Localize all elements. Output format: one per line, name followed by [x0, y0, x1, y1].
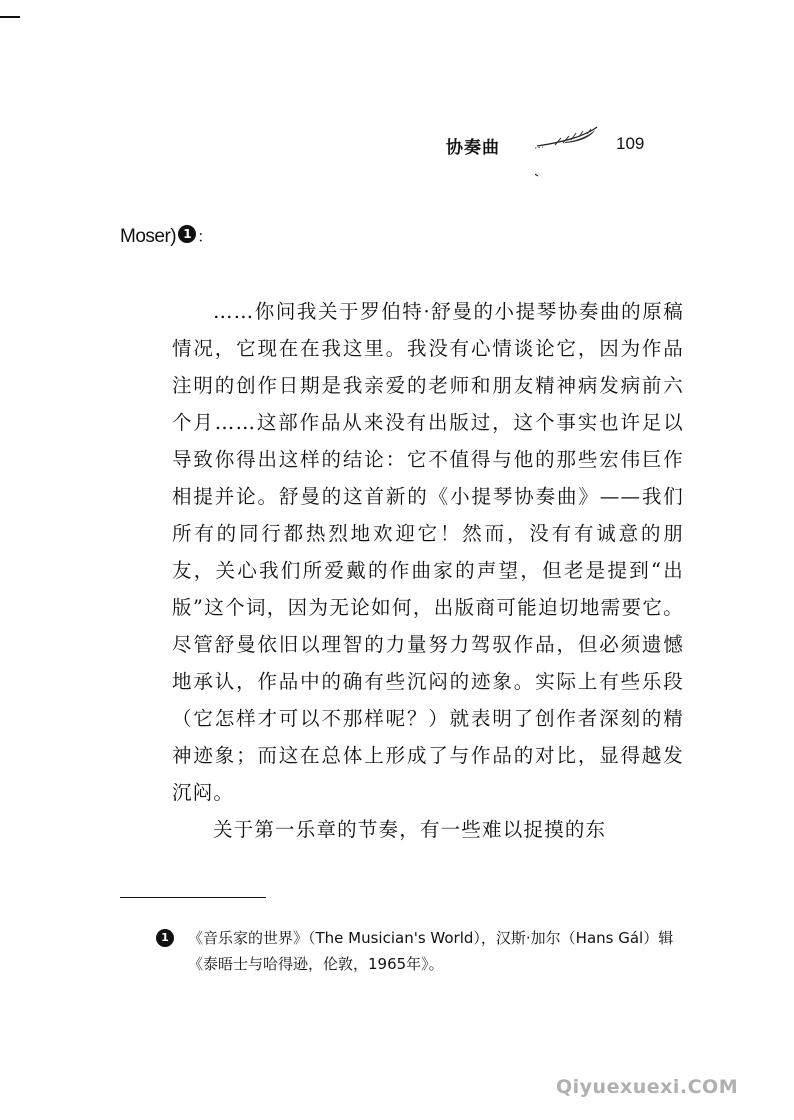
footnote-number: 1 [156, 929, 174, 947]
footnote [160, 925, 685, 977]
opening-fragment [120, 224, 213, 248]
body-paragraph: ……你问我关于罗伯特·舒曼的小提琴协奏曲的原稿情况，它现在在我这里。我没有心情谈论它，因为作品注明的创作日期是我亲爱的老师和朋友精神病发病前六个月……这部作品从来没有出版过，这个事实也许足以导致你得出这样的结论：它不值得与他的那些宏伟巨作相提并论。舒曼的这首新的《小提琴协奏曲》——我们所有的同行都热烈地欢迎它！然而，没有有诚意的朋友，关心我们所爱戴的作曲家的声望，但老是提到“出版”这个词，因为无论如何，出版商可能迫切地需要它。尽管舒曼依旧以理智的力量努力驾驭作品，但必须遗憾地承认，作品中的确有些沉闷的迹象。实际上有些乐段（它怎样才可以不那样呢？）就表明了创作者深刻的精神迹象；而这在总体上形成了与作品的对比，显得越发沉闷。 [172, 300, 684, 804]
site-watermark: Qiyuexuexi.COM [556, 1076, 739, 1098]
body-paragraph: 关于第一乐章的节奏，有一些难以捉摸的东 [212, 818, 607, 841]
corner-crop-mark [0, 16, 20, 18]
opening-punctuation: ： [197, 229, 213, 246]
quill-flourish-icon [535, 126, 601, 178]
running-title: 协奏曲 [446, 138, 500, 158]
opening-text: Moser) [120, 226, 177, 247]
footnote-marker: 1 [178, 225, 196, 243]
page-number: 109 [616, 134, 645, 153]
body-text [172, 293, 684, 848]
footnote-divider [120, 897, 266, 898]
footnote-text: 《音乐家的世界》（The Musician's World），汉斯·加尔（Hans Gál）辑《泰晤士与哈得逊，伦敦，1965年》。 [188, 929, 674, 973]
